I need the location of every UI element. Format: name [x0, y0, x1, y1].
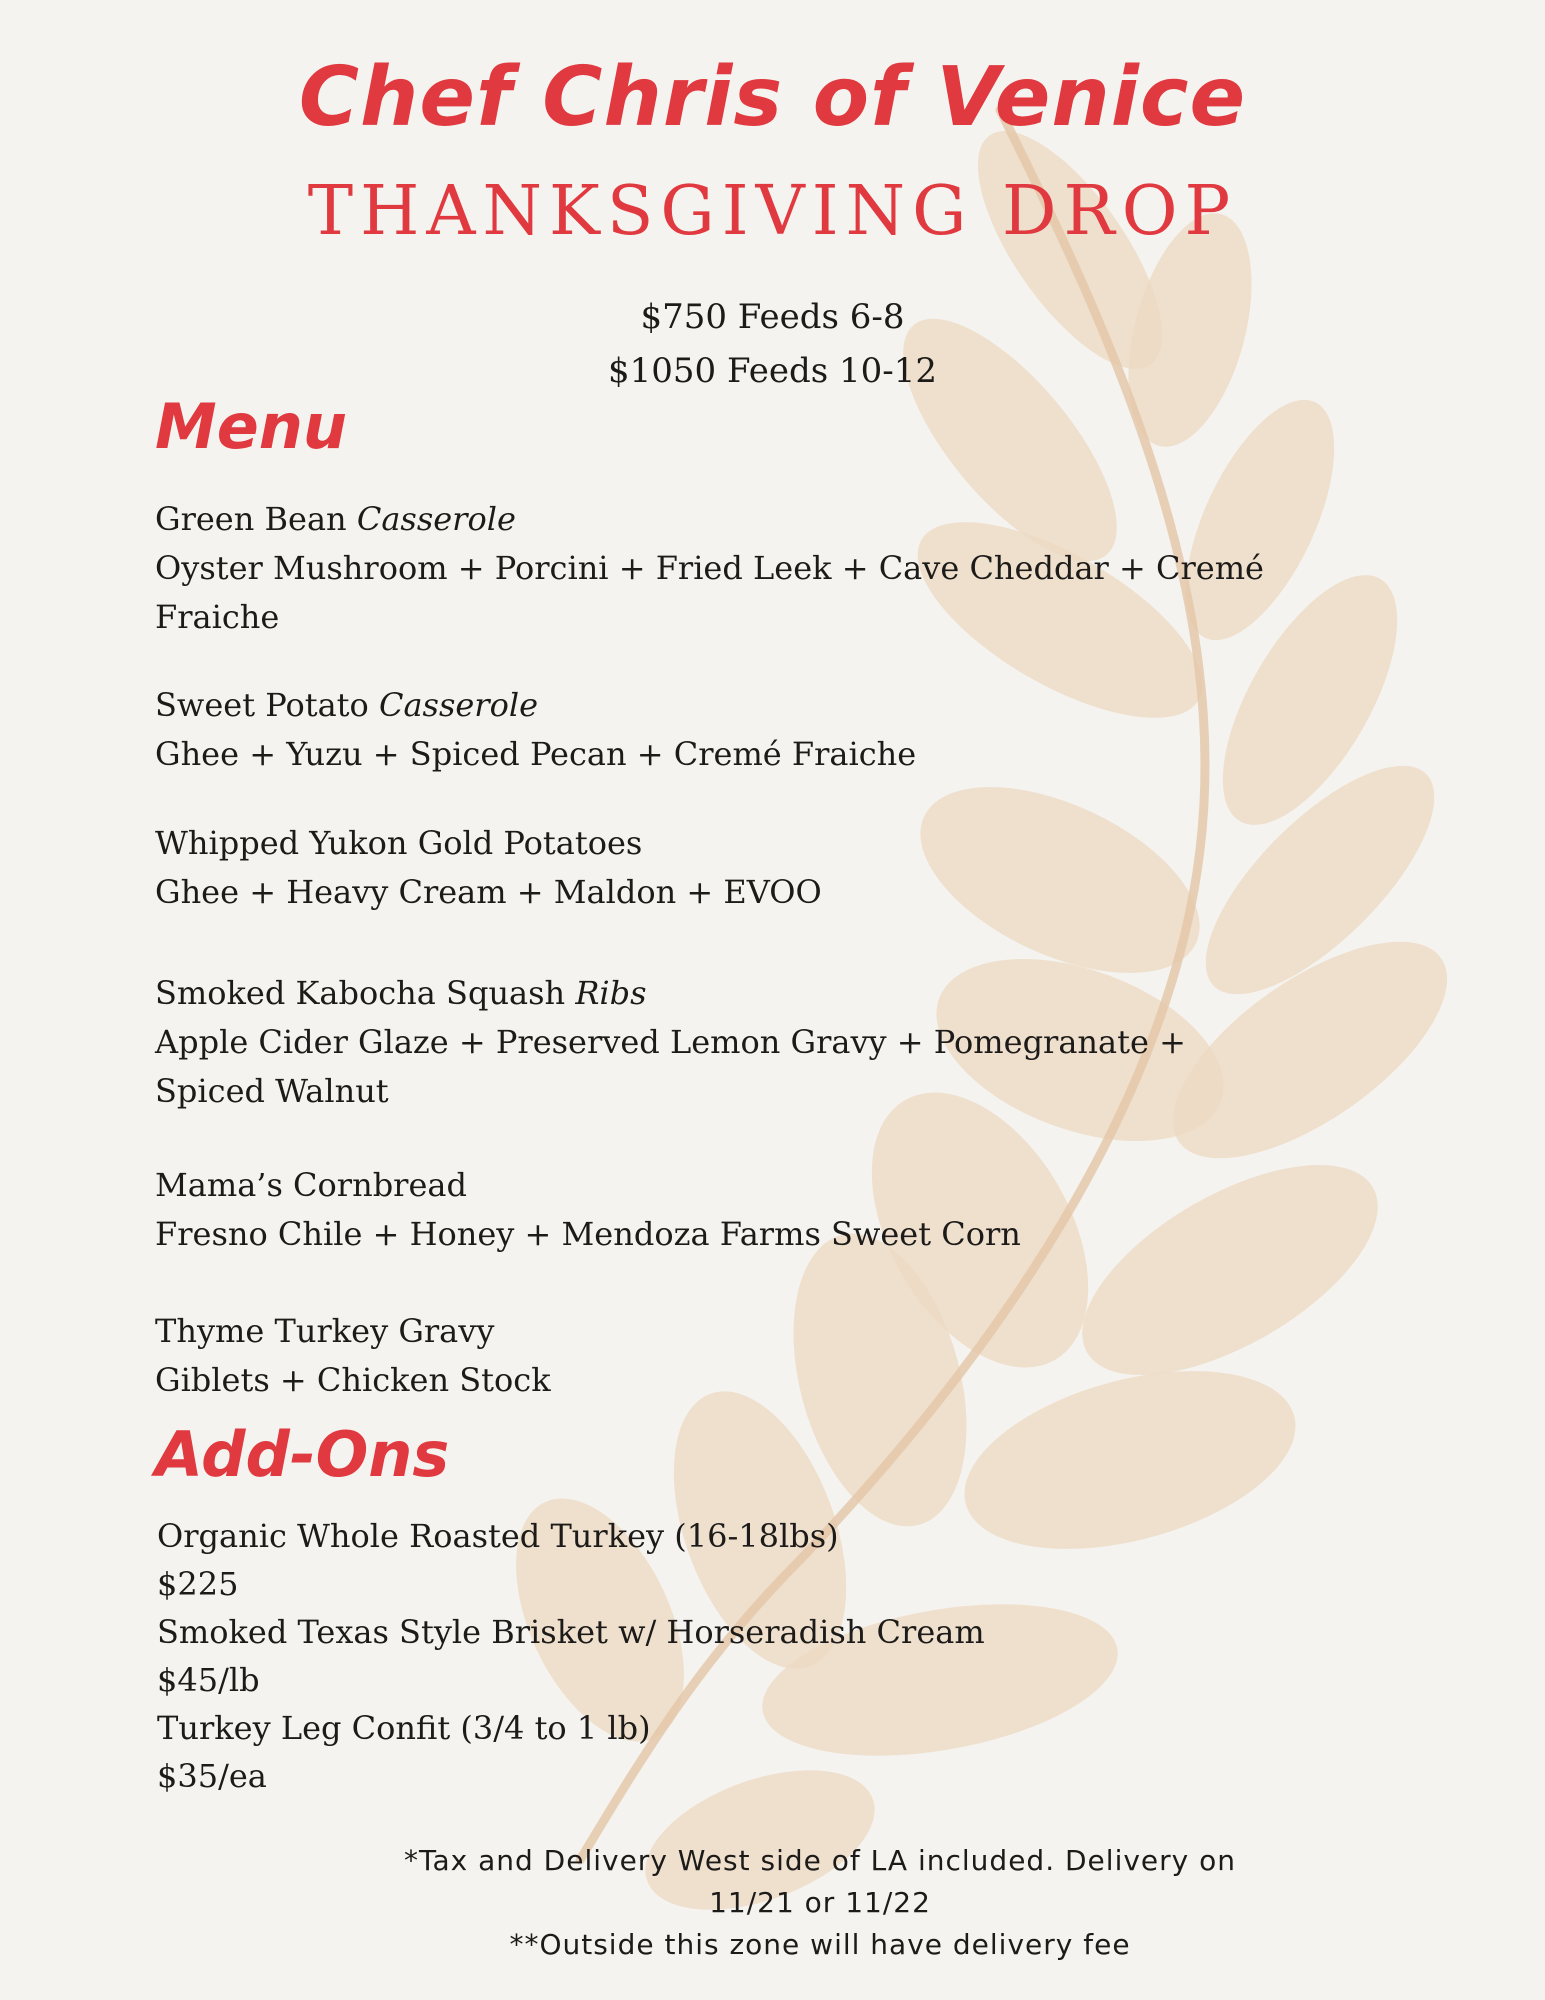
menu-item-name: Sweet Potato Casserole	[155, 686, 539, 724]
page-subtitle: THANKSGIVING DROP	[307, 172, 1238, 251]
price-tier: $750 Feeds 6-8	[640, 297, 905, 337]
addons-heading: Add-Ons	[155, 1418, 450, 1491]
addon-price: $225	[157, 1565, 239, 1603]
menu-item-name: Mama’s Cornbread	[155, 1166, 467, 1204]
price-tier: $1050 Feeds 10-12	[608, 351, 937, 391]
delivery-note-line: 11/21 or 11/22	[709, 1886, 931, 1919]
menu-item-description: Giblets + Chicken Stock	[155, 1361, 551, 1399]
addon-price: $35/ea	[157, 1757, 267, 1795]
menu-item-name: Thyme Turkey Gravy	[155, 1312, 495, 1350]
menu-item-name: Whipped Yukon Gold Potatoes	[155, 824, 643, 862]
addons-list	[157, 1512, 1257, 1800]
addon-name: Turkey Leg Confit (3/4 to 1 lb)	[157, 1709, 651, 1747]
menu-item-description: Apple Cider Glaze + Preserved Lemon Gravy + Pomegranate + Spiced Walnut	[155, 1023, 1186, 1110]
menu-heading: Menu	[155, 390, 348, 463]
menu-item	[155, 681, 1285, 779]
pricing-block	[0, 290, 1545, 398]
menu-item-description: Ghee + Heavy Cream + Maldon + EVOO	[155, 873, 822, 911]
delivery-fee-note: **Outside this zone will have delivery fee	[509, 1928, 1131, 1961]
addon-name: Smoked Texas Style Brisket w/ Horseradish Cream	[157, 1613, 985, 1651]
menu-item-name: Green Bean Casserole	[155, 500, 516, 538]
menu-item	[155, 495, 1285, 642]
brand-title: Chef Chris of Venice	[298, 50, 1247, 145]
menu-item-description: Oyster Mushroom + Porcini + Fried Leek + Cave Cheddar + Cremé Fraiche	[155, 549, 1264, 636]
delivery-note-line: *Tax and Delivery West side of LA included. Delivery on	[403, 1844, 1236, 1877]
menu-item	[155, 819, 1285, 917]
menu-item-name: Smoked Kabocha Squash Ribs	[155, 974, 647, 1012]
menu-item-description: Ghee + Yuzu + Spiced Pecan + Cremé Fraiche	[155, 735, 917, 773]
addon-name: Organic Whole Roasted Turkey (16-18lbs)	[157, 1517, 839, 1555]
delivery-note	[360, 1840, 1280, 1966]
menu-item	[155, 1161, 1285, 1259]
menu-item	[155, 969, 1285, 1116]
menu-item-description: Fresno Chile + Honey + Mendoza Farms Sweet Corn	[155, 1215, 1021, 1253]
menu-item	[155, 1307, 1285, 1405]
addon-price: $45/lb	[157, 1661, 260, 1699]
